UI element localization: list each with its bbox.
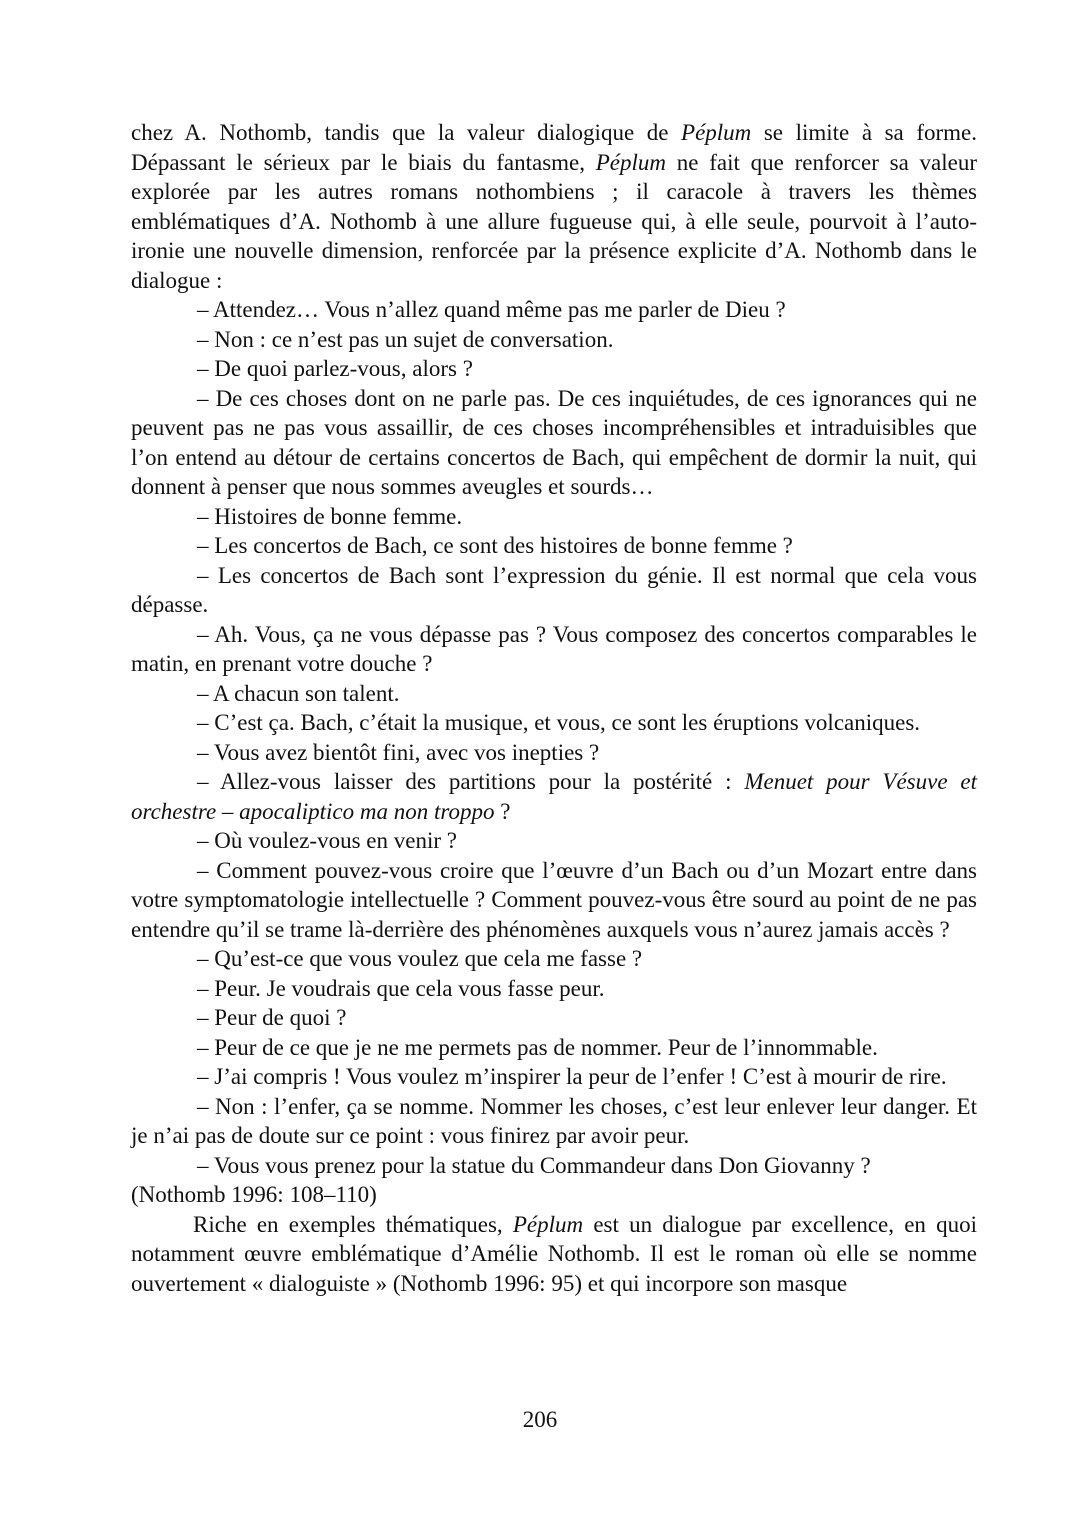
- book-title: Péplum: [681, 120, 752, 145]
- conclusion-text: Riche en exemples thématiques,: [193, 1211, 513, 1237]
- intro-text: se limite à sa forme. Dépassant le sérieux par le biais du fantasme,: [131, 120, 977, 175]
- citation: (Nothomb 1996: 108–110): [131, 1182, 377, 1207]
- page-body: [131, 118, 977, 1298]
- book-title: Péplum: [512, 1211, 584, 1237]
- conclusion-paragraph: [131, 1210, 977, 1299]
- dialogue-line: – Peur de quoi ?: [197, 1005, 347, 1030]
- dialogue-line: – Qu’est-ce que vous voulez que cela me fasse ?: [197, 946, 643, 971]
- dialogue-line: – Où voulez-vous en venir ?: [197, 828, 457, 853]
- dialogue-line: – De ces choses dont on ne parle pas. De ces inquiétudes, de ces ignorances qui ne peuvent pas ne pas vous assaillir, de ces choses incompréhensibles et intraduisibles que l’on entend au détour de certains concertos de Bach, qui empêchent de dormir la nuit, qui donnent à penser que nous sommes aveugles et sourds…: [131, 385, 977, 499]
- dialogue-line: – De quoi parlez-vous, alors ?: [197, 356, 473, 381]
- intro-text: chez A. Nothomb, tandis que la valeur dialogique de: [131, 120, 682, 145]
- dialogue-line: – J’ai compris ! Vous voulez m’inspirer la peur de l’enfer ! C’est à mourir de rire.: [197, 1064, 947, 1089]
- conclusion-text: est un dialogue par excellence, en quoi notamment œuvre emblématique d’Amélie Nothomb. Il est le roman où elle se nomme ouvertement « dialoguiste » (Nothomb 1996: 95) et qui incorpore son masque: [131, 1211, 977, 1296]
- dialogue-line: – Peur. Je voudrais que cela vous fasse peur.: [197, 975, 605, 1001]
- dialogue-line: [131, 767, 977, 826]
- page-number: 206: [522, 1407, 558, 1432]
- dialogue-line: – Histoires de bonne femme.: [197, 503, 463, 529]
- dialogue-line: – Les concertos de Bach sont l’expression du génie. Il est normal que cela vous dépasse.: [131, 562, 977, 617]
- dialogue-line: – C’est ça. Bach, c’était la musique, et vous, ce sont les éruptions volcaniques.: [197, 710, 921, 735]
- dialogue-line: – Attendez… Vous n’allez quand même pas me parler de Dieu ?: [197, 297, 786, 322]
- dialogue-line: – Vous avez bientôt fini, avec vos inepties ?: [197, 739, 600, 765]
- dialogue-text: ?: [494, 798, 511, 824]
- dialogue-line: – Les concertos de Bach, ce sont des histoires de bonne femme ?: [197, 533, 793, 558]
- book-title: Péplum: [595, 149, 667, 175]
- dialogue-line: – Peur de ce que je ne me permets pas de nommer. Peur de l’innommable.: [197, 1034, 878, 1060]
- dialogue-line: – Non : l’enfer, ça se nomme. Nommer les choses, c’est leur enlever leur danger. Et je n’ai pas de doute sur ce point : vous finirez par avoir peur.: [131, 1093, 977, 1148]
- dialogue-line: – A chacun son talent.: [197, 680, 400, 706]
- intro-text: ne fait que renforcer sa valeur explorée par les autres romans nothombiens ; il caracole à travers les thèmes emblématiques d’A. Nothomb à une allure fugueuse qui, à elle seule, pourvoit à l’auto-ironie une nouvelle dimension, renforcée par la présence explicite d’A. Nothomb dans le dialogue :: [131, 149, 977, 293]
- dialogue-line: – Comment pouvez-vous croire que l’œuvre d’un Bach ou d’un Mozart entre dans votre symptomatologie intellectuelle ? Comment pouvez-vous être sourd au point de ne pas entendre qu’il se trame là-derrière des phénomènes auxquels vous n’aurez jamais accès ?: [131, 857, 977, 942]
- dialogue-line: – Vous vous prenez pour la statue du Commandeur dans Don Giovanny ?: [197, 1152, 871, 1178]
- dialogue-text: – Allez-vous laisser des partitions pour la postérité :: [197, 769, 745, 794]
- work-title: Menuet pour Vésuve et orchestre – apocaliptico ma non troppo: [131, 769, 977, 824]
- dialogue-line: – Non : ce n’est pas un sujet de conversation.: [197, 326, 614, 352]
- dialogue-line: – Ah. Vous, ça ne vous dépasse pas ? Vous composez des concertos comparables le matin, en prenant votre douche ?: [131, 621, 977, 676]
- intro-paragraph: [131, 118, 977, 295]
